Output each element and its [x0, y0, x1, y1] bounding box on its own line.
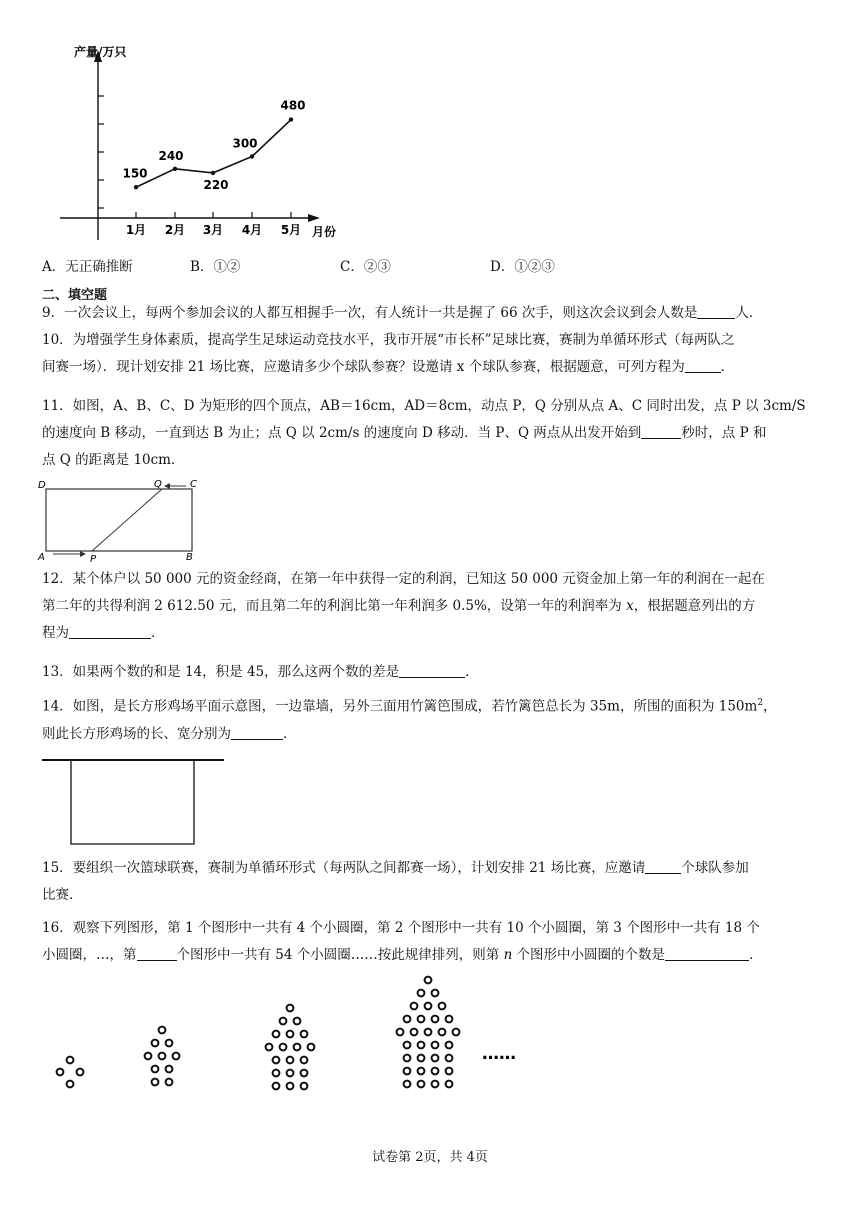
small-circle [280, 1018, 287, 1025]
small-circle [287, 1070, 294, 1077]
question-11: 11．如图，A、B、C、D 为矩形的四个顶点，AB＝16cm，AD＝8cm，动点 P，Q 分别从点 A、C 同时出发，点 P 以 3cm/S 的速度向 B 移动，一直到达 B 为止；点 Q 以 2cm/s 的速度向 D 移动．当 P、Q 两点从出发开始到 秒时，点 P 和 点 Q 的距离是 10cm． [42, 398, 806, 468]
option-d: D．①②③ [490, 259, 555, 275]
page-footer: 试卷第 2页，共 4页 [372, 1150, 488, 1165]
small-circle [166, 1066, 173, 1073]
data-point [211, 171, 215, 175]
label-b: B [186, 552, 193, 563]
answer-blank[interactable] [231, 725, 283, 740]
small-circle [418, 1068, 425, 1075]
small-circle [294, 1018, 301, 1025]
answer-blank[interactable] [645, 859, 681, 874]
circle-patterns-figure [40, 968, 560, 1108]
question-13: 13．如果两个数的和是 14，积是 45，那么这两个数的差是 ． [42, 664, 479, 680]
question-14: 14．如图，是长方形鸡场平面示意图，一边靠墙，另外三面用竹篱笆围成，若竹篱笆总长为 35m，所围的面积为 $150m^2$， 则此长方形鸡场的长、宽分别为 ． [42, 698, 777, 742]
small-circle [446, 1016, 453, 1023]
answer-blank[interactable] [399, 663, 465, 678]
small-circle [166, 1040, 173, 1047]
label-d: D [38, 480, 46, 491]
x-tick-label: 4月 [241, 223, 263, 237]
small-circle [425, 1029, 432, 1036]
x-tick-label: 2月 [164, 223, 186, 237]
option-a: A．无正确推断 [42, 259, 133, 275]
small-circle [152, 1040, 159, 1047]
small-circle [145, 1053, 152, 1060]
small-circle [294, 1044, 301, 1051]
small-circle [152, 1079, 159, 1086]
small-circle [301, 1083, 308, 1090]
small-circle [159, 1027, 166, 1034]
arrow-q-head [164, 483, 170, 489]
small-circle [404, 1016, 411, 1023]
question-15: 15．要组织一次篮球联赛，赛制为单循环形式（每两队之间都赛一场），计划安排 21 场比赛，应邀请 个球队参加 比赛． [42, 860, 749, 903]
small-circle [432, 1081, 439, 1088]
small-circle [446, 1068, 453, 1075]
small-circle [432, 1042, 439, 1049]
question-9: 9．一次会议上，每两个参加会议的人都互相握手一次，有人统计一共是握了 66 次手，则这次会议到会人数是 人． [42, 305, 763, 321]
x-tick-label: 1月 [125, 223, 147, 237]
small-circle [287, 1031, 294, 1038]
fence-outline [71, 760, 194, 844]
small-circle [411, 1029, 418, 1036]
small-circle [77, 1069, 84, 1076]
data-point [250, 154, 254, 158]
small-circle [273, 1031, 280, 1038]
small-circle [418, 1055, 425, 1062]
small-circle [397, 1029, 404, 1036]
data-point [289, 117, 293, 121]
small-circle [301, 1031, 308, 1038]
question-12: 12．某个体户以 50 000 元的资金经商，在第一年中获得一定的利润，已知这 50 000 元资金加上第一年的利润在一起在 第二年的共得利润 2 612.50 元，而且第二年的利润比第一年利润多 0.5%，设第一年的利润率为 x，根据题意列出的方 程为 ． [42, 571, 765, 641]
question-10: 10．为增强学生身体素质，提高学生足球运动竞技水平，我市开展“市长杯”足球比赛，赛制为单循环形式（每两队之 间赛一场）．现计划安排 21 场比赛，应邀请多少个球队参赛？设邀请 x 个球队参赛，根据题意，可列方程为 ． [42, 332, 735, 375]
pattern-ellipsis: …… [482, 1044, 516, 1064]
small-circle [273, 1083, 280, 1090]
label-p: P [90, 554, 97, 564]
answer-blank[interactable] [641, 424, 681, 439]
small-circle [67, 1057, 74, 1064]
question-16: 16．观察下列图形，第 1 个图形中一共有 4 个小圆圈，第 2 个图形中一共有 10 个小圆圈，第 3 个图形中一共有 18 个 小圆圈，…，第 个图形中一共有 54 个小圆圈……按此规律排列，则第 n 个图形中小圆圈的个数是 ． [42, 920, 763, 963]
option-b: B．①② [190, 259, 241, 275]
small-circle [432, 990, 439, 997]
rectangle-abcd-figure [36, 476, 212, 564]
small-circle [301, 1070, 308, 1077]
answer-blank[interactable] [697, 304, 735, 319]
data-label: 480 [280, 98, 306, 113]
small-circle [159, 1053, 166, 1060]
small-circle [446, 1081, 453, 1088]
small-circle [280, 1044, 287, 1051]
data-label: 150 [122, 166, 148, 181]
small-circle [166, 1079, 173, 1086]
small-circle [446, 1042, 453, 1049]
answer-blank[interactable] [69, 624, 151, 639]
small-circle [439, 1029, 446, 1036]
chicken-farm-figure [40, 756, 230, 848]
small-circle [173, 1053, 180, 1060]
small-circle [404, 1068, 411, 1075]
small-circle [418, 1081, 425, 1088]
small-circle [287, 1005, 294, 1012]
data-label: 240 [158, 148, 184, 163]
label-a: A [38, 552, 45, 563]
answer-blank[interactable] [685, 358, 721, 373]
small-circle [308, 1044, 315, 1051]
small-circle [453, 1029, 460, 1036]
small-circle [266, 1044, 273, 1051]
small-circle [287, 1083, 294, 1090]
small-circle [425, 1003, 432, 1010]
small-circle [404, 1042, 411, 1049]
small-circle [425, 977, 432, 984]
production-line-chart [50, 40, 350, 250]
section-title-fill-in: 二、填空题 [42, 288, 108, 303]
data-label: 300 [232, 136, 258, 151]
x-axis-arrow [308, 214, 320, 222]
x-tick-label: 5月 [280, 223, 302, 237]
rectangle [46, 489, 192, 551]
x-axis-label: 月份 [312, 225, 337, 239]
data-label: 220 [203, 177, 229, 192]
y-axis-label: 产量/万只 [74, 45, 127, 59]
small-circle [418, 1042, 425, 1049]
label-c: C [190, 479, 197, 490]
data-point [173, 167, 177, 171]
small-circle [432, 1016, 439, 1023]
small-circle [152, 1066, 159, 1073]
data-point [134, 185, 138, 189]
arrow-p-head [80, 551, 86, 557]
small-circle [301, 1057, 308, 1064]
small-circle [418, 990, 425, 997]
small-circle [404, 1055, 411, 1062]
x-tick-label: 3月 [202, 223, 224, 237]
small-circle [446, 1055, 453, 1062]
label-q: Q [154, 479, 162, 490]
small-circle [273, 1070, 280, 1077]
small-circle [57, 1069, 64, 1076]
small-circle [67, 1081, 74, 1088]
small-circle [418, 1016, 425, 1023]
small-circle [439, 1003, 446, 1010]
small-circle [411, 1003, 418, 1010]
small-circle [287, 1057, 294, 1064]
option-c: C．②③ [340, 259, 391, 275]
answer-blank[interactable] [665, 946, 749, 961]
small-circle [432, 1055, 439, 1062]
y-ticks [98, 96, 104, 208]
segment-pq [92, 489, 162, 551]
small-circle [273, 1057, 280, 1064]
small-circle [404, 1081, 411, 1088]
answer-blank[interactable] [137, 946, 177, 961]
small-circle [432, 1068, 439, 1075]
